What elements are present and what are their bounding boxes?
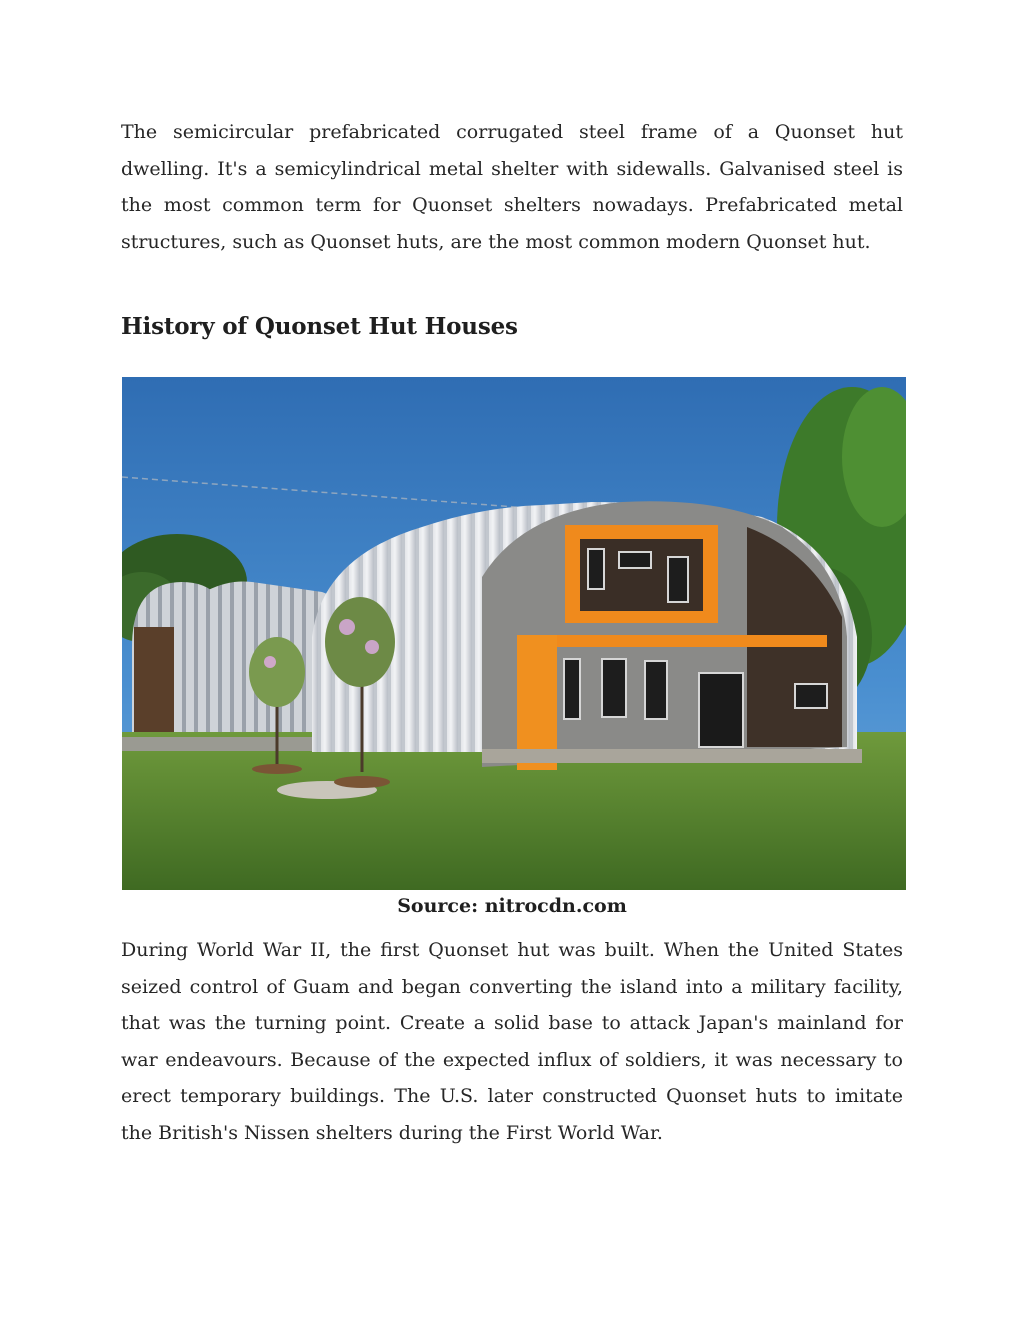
section-heading: History of Quonset Hut Houses	[121, 313, 518, 340]
quonset-hut-photo	[122, 377, 906, 890]
intro-paragraph: The semicircular prefabricated corrugated steel frame of a Quonset hut dwelling. It's a semicylindrical metal shelter with sidewalls. Galvanised steel is the most common term for Quonset shelters nowadays. Prefabricated metal structures, such as Quonset huts, are the most common modern Quonset hut.	[121, 121, 903, 253]
history-paragraph: During World War II, the first Quonset hut was built. When the United States seized control of Guam and began converting the island into a military facility, that was the turning point. Create a solid base to attack Japan's mainland for war endeavours. Because of the expected influx of soldiers, it was necessary to erect temporary buildings. The U.S. later constructed Quonset huts to imitate the British's Nissen shelters during the First World War.	[121, 939, 903, 1144]
image-caption: Source: nitrocdn.com	[397, 895, 627, 917]
